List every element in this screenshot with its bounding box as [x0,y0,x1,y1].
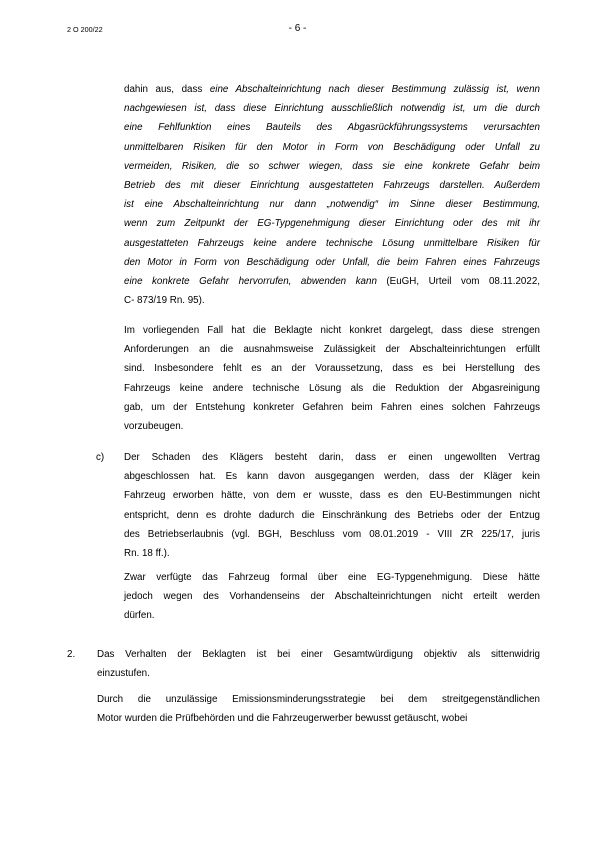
italic-text: den Motor in Form von Beschädigung oder Unfall, die beim Fahren eines Fahrzeugs [124,256,540,268]
text-run: jedoch wegen des Vorhandenseins der Abschalteinrichtungen nicht erteilt werden [124,591,540,603]
paragraph-damage [124,448,540,563]
text-run: dürfen. [124,610,155,622]
text-run: Rn. 18 ff.). [124,547,170,559]
text-line [97,645,540,664]
text-line [124,80,540,99]
header-reference: 2 O 200/22 [67,25,103,34]
text-line [124,448,540,467]
text-line [97,709,540,728]
text-line [124,176,540,195]
text-line [124,544,540,563]
italic-text: vermeiden, Risiken, die so schwer wiegen, dass sie eine konkrete Gefahr beim [124,160,540,172]
text-line [124,587,540,606]
text-line [124,99,540,118]
text-line [124,525,540,544]
text-run: C- 873/19 Rn. 95). [124,295,205,307]
text-run: Im vorliegenden Fall hat die Beklagte nicht konkret dargelegt, dass diese strengen [124,325,540,336]
text-line [124,234,540,253]
text-line [124,506,540,525]
text-line [124,157,540,176]
paragraph-eugh-quote [124,80,540,310]
paragraph-present-case [124,321,540,436]
italic-text: eine Fehlfunktion eines Bauteils des Abgasrückführungssystems verursachten [124,122,540,134]
italic-text: wenn zum Zeitpunkt der EG-Typgenehmigung dieser Einrichtung oder des mit ihr [124,218,540,230]
text-run: Fahrzeug erworben hätte, von dem er wusste, dass es den EU-Bestimmungen nicht [124,490,540,502]
text-run: einzustufen. [97,668,150,680]
text-run: vorzubeugen. [124,420,184,432]
text-run: Der Schaden des Klägers besteht darin, dass er einen ungewollten Vertrag [124,452,540,463]
italic-text: eine Abschalteinrichtung nach dieser Bestimmung zulässig ist, wenn [209,84,540,95]
text-line [124,467,540,486]
text-line [124,417,540,436]
text-line [124,321,540,340]
text-run: Fahrzeugs keine andere technische Lösung als die Reduktion der Abgasreinigung [124,382,540,394]
italic-text: unmittelbaren Risiken für den Motor in Form von Beschädigung oder Unfall zu [124,141,540,153]
text-line [124,214,540,233]
text-run: sind. Insbesondere fehlt es an der Voraussetzung, dass es bei Herstellung des [124,363,540,375]
text-run: (EuGH, Urteil vom 08.11.2022, [376,275,540,287]
text-line [124,340,540,359]
text-line [124,379,540,398]
text-line [124,398,540,417]
text-line [97,664,540,683]
text-line [124,253,540,272]
italic-text: eine konkrete Gefahr hervorrufen, abwenden kann [124,275,377,287]
list-marker-c: c) [96,452,105,463]
text-run: Motor wurden die Prüfbehörden und die Fahrzeugerwerber bewusst getäuscht, wobei [97,713,468,725]
text-line [124,568,540,587]
text-line [124,272,540,291]
text-run: Durch die unzulässige Emissionsminderungsstrategie bei dem streitgegenständlichen [97,694,540,705]
list-marker-2: 2. [67,649,76,660]
text-run: Das Verhalten der Beklagten ist bei einer Gesamtwürdigung objektiv als sittenwidrig [97,649,540,660]
paragraph-emission-strategy [97,690,540,728]
text-run: Zwar verfügte das Fahrzeug formal über eine EG-Typgenehmigung. Diese hätte [124,572,540,583]
text-run: dahin aus, dass [124,84,210,95]
text-line [124,359,540,378]
italic-text: nachgewiesen ist, dass diese Einrichtung ausschließlich notwendig ist, um die durch [124,103,540,115]
italic-text: ausgestatteten Fahrzeugs keine andere technische Lösung unmittelbare Risiken für [124,237,540,249]
text-line [124,291,540,310]
paragraph-type-approval [124,568,540,626]
text-line [124,195,540,214]
italic-text: Betrieb des mit dieser Einrichtung ausgestatteten Fahrzeugs darstellen. Außerdem [124,179,540,191]
text-line [124,138,540,157]
text-line [97,690,540,709]
text-run: abgeschlossen hat. Es kann davon ausgegangen werden, dass der Kläger kein [124,471,540,483]
paragraph-conduct [97,645,540,683]
italic-text: ist eine Abschalteinrichtung nur dann „notwendig“ im Sinne dieser Bestimmung, [124,199,540,211]
text-run: Anforderungen an die ausnahmsweise Zulässigkeit der Abschalteinrichtungen erfüllt [124,344,540,356]
text-line [124,486,540,505]
text-line [124,118,540,137]
text-run: des Betriebserlaubnis (vgl. BGH, Beschluss vom 08.01.2019 - VIII ZR 225/17, juris [124,528,540,540]
text-run: entspricht, denn es drohte dadurch die Einschränkung des Betriebs oder der Entzug [124,509,540,521]
text-line [124,606,540,625]
page-number: - 6 - [288,23,307,34]
text-run: gab, um der Entstehung konkreter Gefahren beim Fahren eines solchen Fahrzeugs [124,401,540,413]
